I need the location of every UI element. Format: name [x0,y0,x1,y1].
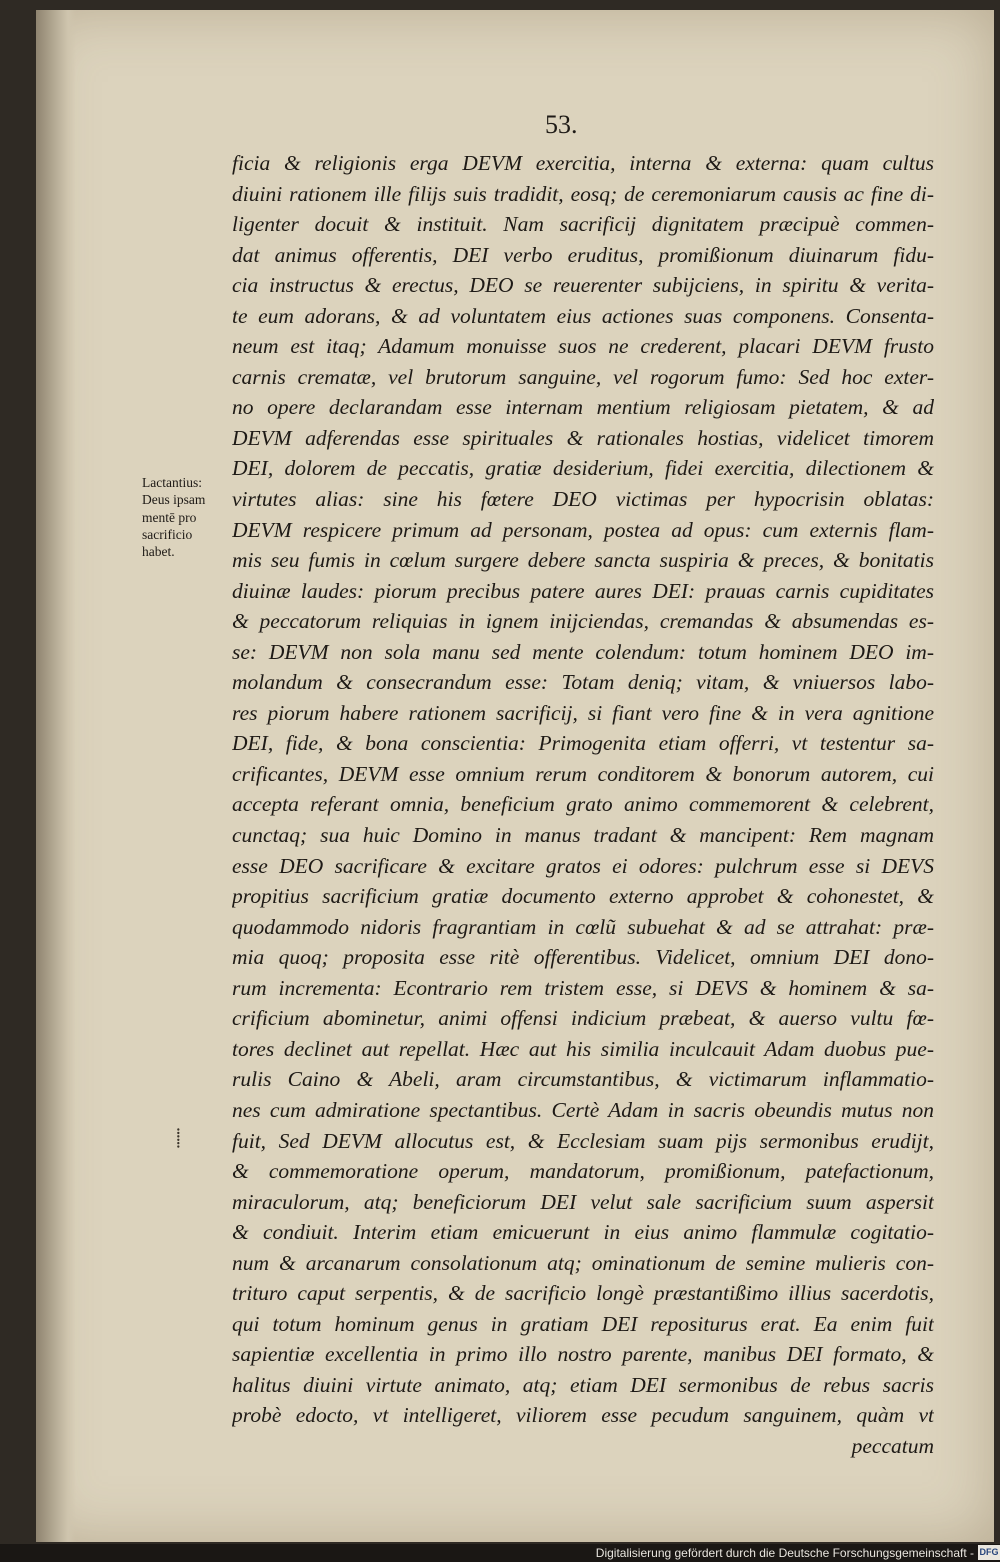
text-line: peccatum [851,1433,934,1458]
text-line: probè edocto, vt intelligeret, viliorem esse pecudum sanguinem, quàm vt [232,1403,934,1428]
text-line: num & arcanarum consolationum atq; ominationum de semine mulieris con- [232,1250,934,1275]
text-line: diuinæ laudes: piorum precibus patere aures DEI: prauas carnis cupiditates [232,578,934,603]
text-line: trituro caput serpentis, & de sacrificio longè præstantißimo illius sacerdotis, [232,1281,934,1306]
text-line: mis seu fumis in cœlum surgere debere sancta suspiria & preces, & bonitatis [232,548,934,573]
main-text-block [232,148,934,1462]
marginal-note-line: Lactantius: [142,475,202,490]
text-line: res piorum habere rationem sacrificij, si fiant vero fine & in vera agnitione [232,700,934,725]
text-line: accepta referant omnia, beneficium grato animo commemorent & celebrent, [232,792,934,817]
text-line: DEI, fide, & bona conscientia: Primogenita etiam offerri, vt testentur sa- [232,731,934,756]
text-line: ligenter docuit & instituit. Nam sacrificij dignitatem præcipuè commen- [232,212,934,237]
text-line: neum est itaq; Adamum monuisse suos ne crederent, placari DEVM frusto [232,334,934,359]
text-line: virtutes alias: sine his fœtere DEO victimas per hypocrisin oblatas: [232,487,934,512]
text-line: crificantes, DEVM esse omnium rerum conditorem & bonorum autorem, cui [232,761,934,786]
text-line: diuini rationem ille filijs suis tradidit, eosq; de ceremoniarum causis ac fine di- [232,181,934,206]
text-line: DEVM adferendas esse spirituales & rationales hostias, videlicet timorem [232,425,934,450]
text-line: rum incrementa: Econtrario rem tristem esse, si DEVS & hominem & sa- [232,975,934,1000]
text-line: halitus diuini virtute animato, atq; etiam DEI sermonibus de rebus sacris [232,1372,934,1397]
text-line: esse DEO sacrificare & excitare gratos ei odores: pulchrum esse si DEVS [232,853,934,878]
text-line: quodammodo nidoris fragrantiam in cœlũ subuehat & ad se attrahat: præ- [232,914,934,939]
text-line: & peccatorum reliquias in ignem inijciendas, cremandas & absumendas es- [232,609,934,634]
text-line: rulis Caino & Abeli, aram circumstantibus, & victimarum inflammatio- [232,1067,934,1092]
text-line: propitius sacrificium gratiæ documento externo approbet & cohonestet, & [232,884,934,909]
text-line: molandum & consecrandum esse: Totam deniq; vitam, & vniuersos labo- [232,670,934,695]
page-spine-shadow [36,10,76,1542]
marginal-note-line: mentē pro [142,509,197,525]
text-line: & condiuit. Interim etiam emicuerunt in eius animo flammulæ cogitatio- [232,1220,934,1245]
text-line: sapientiæ excellentia in primo illo nostro parente, manibus DEI formato, & [232,1342,934,1367]
text-line: te eum adorans, & ad voluntatem eius actiones suas componens. Consenta- [232,303,934,328]
dfg-logo: DFG [978,1545,1000,1560]
text-line: miraculorum, atq; beneficiorum DEI velut sale sacrificium suum aspersit [232,1189,934,1214]
text-line: qui totum hominum genus in gratiam DEI repositurus erat. Ea enim fuit [232,1311,934,1336]
text-line: ficia & religionis erga DEVM exercitia, interna & externa: quam cultus [232,151,934,175]
text-line: tores declinet aut repellat. Hæc aut his similia inculcauit Adam duobus pue- [232,1036,934,1061]
marginal-note-line: Deus ipsam [142,492,206,508]
text-line: no opere declarandam esse internam mentium religiosam pietatem, & ad [232,395,934,420]
marginal-note-line: sacrificio [142,526,193,542]
text-line: cunctaq; sua huic Domino in manus tradant & mancipent: Rem magnam [232,823,934,848]
text-line: DEI, dolorem de peccatis, gratiæ desiderium, fidei exercitia, dilectionem & [232,456,934,481]
margin-mark: ⸽ [176,1128,181,1148]
footer-credit: Digitalisierung gefördert durch die Deutsche Forschungsgemeinschaft - [595,1546,974,1560]
text-line: DEVM respicere primum ad personam, postea ad opus: cum externis flam- [232,517,934,542]
text-line: carnis crematæ, vel brutorum sanguine, vel rogorum fumo: Sed hoc exter- [232,364,934,389]
text-line: cia instructus & erectus, DEO se reuerenter subijciens, in spiritu & verita- [232,273,934,298]
text-line: crificium abominetur, animi offensi indicium præbeat, & auerso vultu fœ- [232,1006,934,1031]
marginal-note-line: habet. [142,544,175,560]
text-line: fuit, Sed DEVM allocutus est, & Ecclesiam suam pijs sermonibus erudijt, [232,1128,934,1153]
text-line: nes cum admiratione spectantibus. Certè Adam in sacris obeundis mutus non [232,1097,934,1122]
text-line: se: DEVM non sola manu sed mente colendum: totum hominem DEO im- [232,639,934,664]
text-line: & commemoratione operum, mandatorum, promißionum, patefactionum, [232,1159,934,1184]
page-number: 53. [545,110,578,139]
text-line: dat animus offerentis, DEI verbo eruditus, promißionum diuinarum fidu- [232,242,934,267]
marginal-note [142,474,232,560]
text-line: mia quoq; proposita esse ritè offerentibus. Videlicet, omnium DEI dono- [232,945,934,970]
